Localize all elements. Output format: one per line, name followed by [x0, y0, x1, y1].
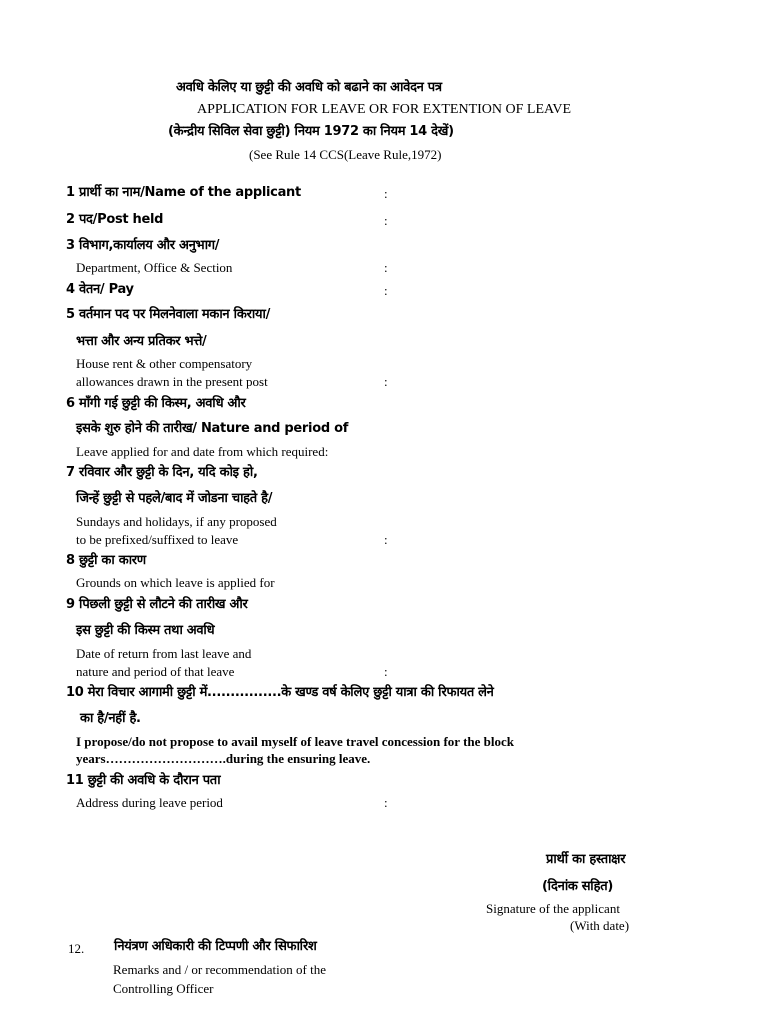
remarks-label-english-2: Controlling Officer	[113, 981, 214, 996]
holidays-label-hindi-2: जिन्हें छुट्टी से पहले/बाद में जोडना चाहते है/	[76, 491, 273, 506]
house-rent-label-hindi-2: भत्ता और अन्य प्रतिकर भत्ते/	[76, 334, 207, 349]
house-rent-label-english-1: House rent & other compensatory	[76, 356, 253, 371]
last-leave-label-english-1: Date of return from last leave and	[76, 646, 252, 661]
holidays-label-english-1: Sundays and holidays, if any proposed	[76, 514, 277, 529]
leave-grounds-label-english: Grounds on which leave is applied for	[76, 575, 275, 590]
title-english: APPLICATION FOR LEAVE OR FOR EXTENTION OF LEAVE	[197, 102, 571, 117]
holidays-label-english-2: to be prefixed/suffixed to leave	[76, 532, 239, 547]
house-rent-label-english-2: allowances drawn in the present post	[76, 374, 268, 389]
remarks-label-hindi: नियंत्रण अधिकारी की टिप्पणी और सिफारिश	[114, 939, 317, 954]
department-label-hindi: 3 विभाग,कार्यालय और अनुभाग/	[66, 238, 220, 253]
last-leave-label-hindi-1: 9 पिछली छुट्टी से लौटने की तारीख और	[66, 597, 248, 612]
field-colon: :	[384, 795, 388, 810]
signature-label-english: Signature of the applicant	[486, 901, 620, 916]
field-colon: :	[384, 374, 388, 389]
house-rent-label-hindi-1: 5 वर्तमान पद पर मिलनेवाला मकान किराया/	[66, 307, 271, 322]
department-label-english: Department, Office & Section	[76, 260, 233, 275]
field-colon: :	[384, 283, 388, 298]
field-colon: :	[384, 664, 388, 679]
signature-label-hindi: प्रार्थी का हस्ताक्षर	[546, 852, 626, 867]
rule-english: (See Rule 14 CCS(Leave Rule,1972)	[249, 147, 442, 162]
ltc-label-hindi-2: का है/नहीं है.	[80, 711, 141, 726]
title-hindi: अवधि केलिए या छुट्टी की अवधि को बढाने का आवेदन पत्र	[176, 80, 442, 95]
ltc-label-english-2: years……………………….during the ensuring leave.	[76, 751, 371, 766]
signature-date-hindi: (दिनांक सहित)	[542, 879, 614, 894]
field-colon: :	[384, 186, 388, 201]
field-colon: :	[384, 260, 388, 275]
pay-label: 4 वेतन/ Pay	[66, 282, 134, 297]
item-12-number: 12.	[68, 941, 85, 956]
last-leave-label-hindi-2: इस छुट्टी की किस्म तथा अवधि	[76, 623, 215, 638]
rule-hindi: (केन्द्रीय सिविल सेवा छुट्टी) नियम 1972 का नियम 14 देखें)	[168, 124, 454, 139]
field-colon: :	[384, 532, 388, 547]
ltc-label-english-1: I propose/do not propose to avail myself of leave travel concession for the block	[76, 734, 515, 749]
leave-nature-label-hindi-2: इसके शुरु होने की तारीख/ Nature and period of	[76, 421, 349, 436]
signature-date-english: (With date)	[570, 918, 630, 933]
last-leave-label-english-2: nature and period of that leave	[76, 664, 235, 679]
leave-nature-label-hindi-1: 6 माँगी गई छुट्टी की किस्म, अवधि और	[66, 396, 246, 411]
field-colon: :	[384, 213, 388, 228]
leave-address-label-hindi: 11 छुट्टी की अवधि के दौरान पता	[66, 773, 221, 788]
holidays-label-hindi-1: 7 रविवार और छुट्टी के दिन, यदि कोइ हो,	[66, 465, 258, 480]
ltc-label-hindi-1: 10 मेरा विचार आगामी छुट्टी में................के खण्ड वर्ष केलिए छुट्टी यात्रा की रिफायत लेने	[66, 685, 494, 700]
leave-nature-label-english: Leave applied for and date from which required:	[76, 444, 329, 459]
post-held-label: 2 पद/Post held	[66, 212, 164, 227]
leave-grounds-label-hindi: 8 छुट्टी का कारण	[66, 553, 146, 568]
applicant-name-label: 1 प्रार्थी का नाम/Name of the applicant	[66, 185, 301, 200]
remarks-label-english-1: Remarks and / or recommendation of the	[113, 962, 326, 977]
leave-address-label-english: Address during leave period	[76, 795, 223, 810]
